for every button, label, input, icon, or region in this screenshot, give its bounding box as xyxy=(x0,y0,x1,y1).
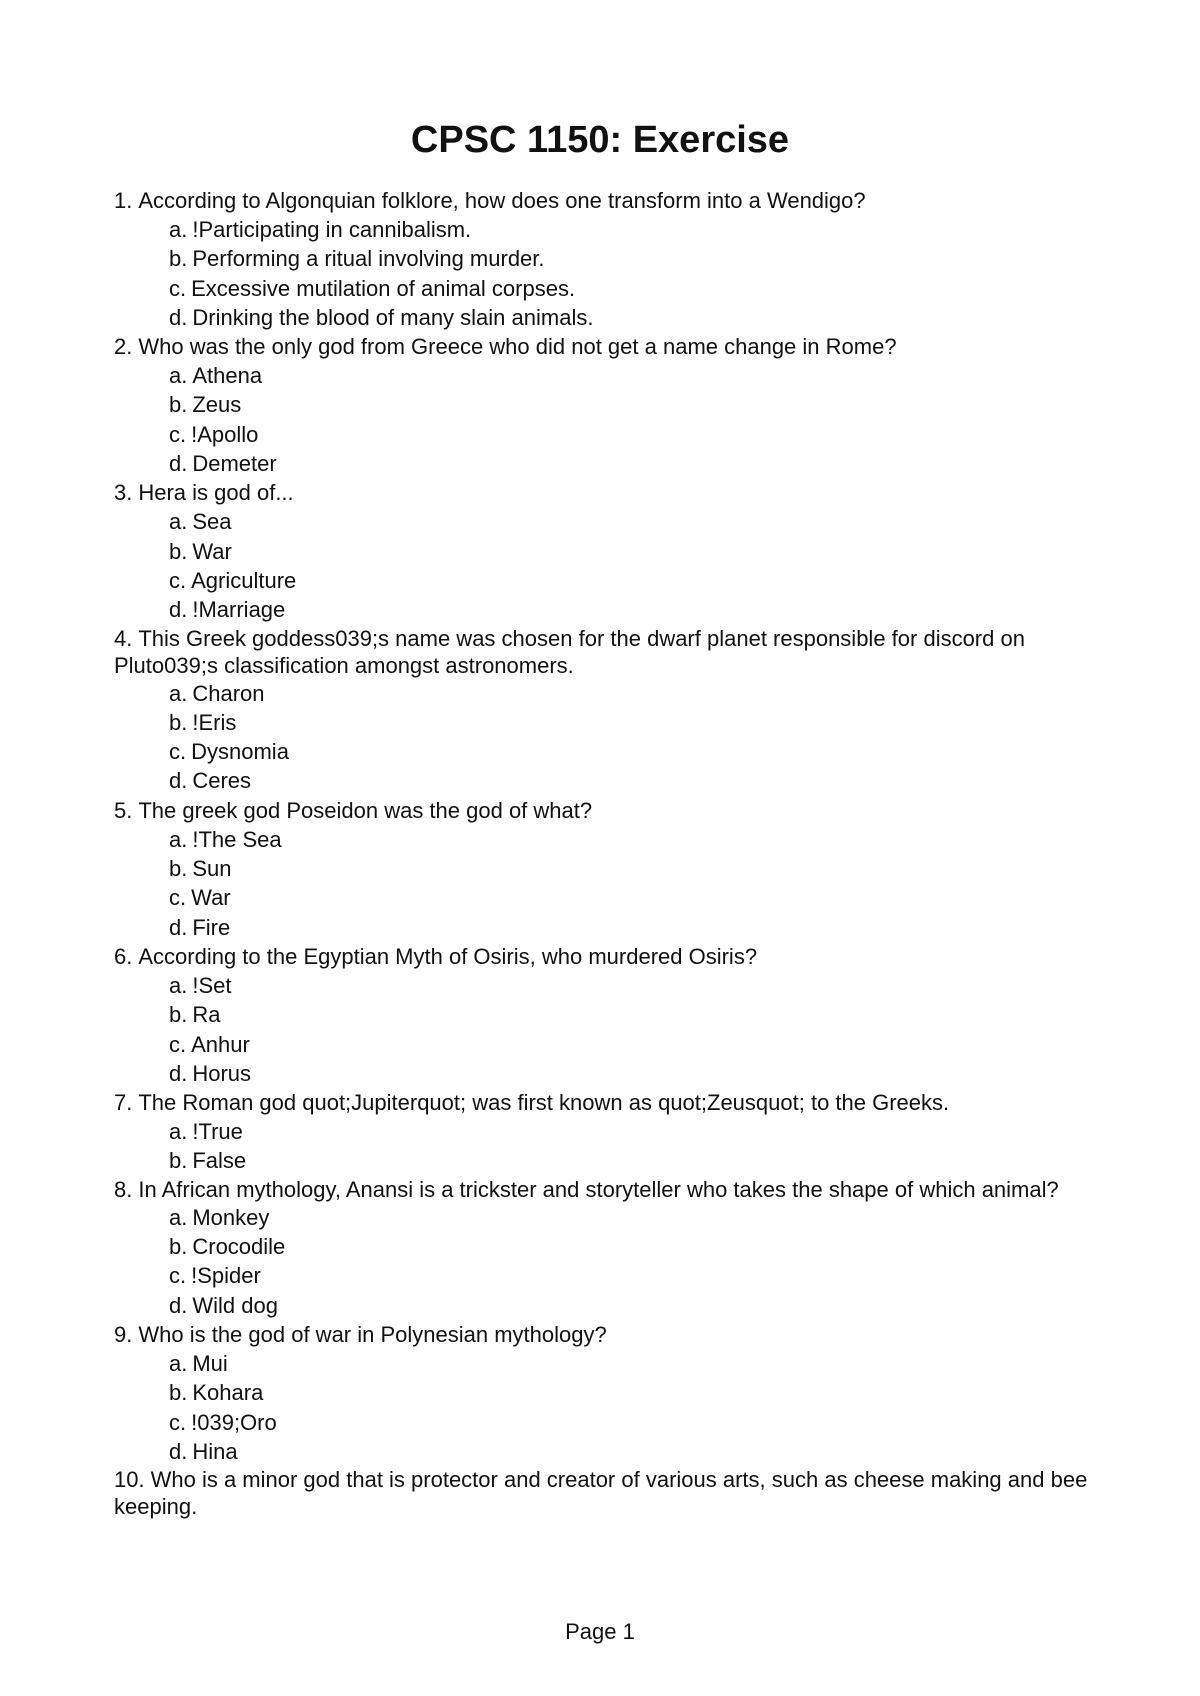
question-text xyxy=(114,1088,1104,1117)
option-letter: a. xyxy=(169,217,188,242)
option-letter: d. xyxy=(169,768,188,794)
option-letter: a. xyxy=(169,1350,188,1376)
option-text: !Eris xyxy=(192,709,237,735)
answer-option xyxy=(114,1203,1104,1232)
option-letter: c. xyxy=(169,739,187,765)
option-list xyxy=(114,1349,1104,1466)
answer-option xyxy=(114,566,1104,595)
question-prompt: Who was the only god from Greece who did not get a name change in Rome? xyxy=(138,334,897,360)
question-number: 9. xyxy=(114,1321,133,1347)
option-list xyxy=(114,679,1104,796)
option-letter: b. xyxy=(169,856,188,882)
question-text xyxy=(114,478,1104,507)
option-letter: b. xyxy=(169,538,188,564)
option-text: Demeter xyxy=(192,451,277,477)
answer-option xyxy=(114,303,1104,332)
option-text: Athena xyxy=(192,363,263,389)
question-number: 4. xyxy=(114,625,133,651)
question-text xyxy=(114,625,1104,679)
answer-option xyxy=(114,883,1104,912)
option-text: Hina xyxy=(192,1438,238,1464)
answer-option xyxy=(114,507,1104,536)
option-letter: c. xyxy=(169,885,187,911)
question-number: 10. xyxy=(114,1467,145,1493)
answer-option xyxy=(114,1059,1104,1088)
answer-option xyxy=(114,1261,1104,1290)
option-text: Kohara xyxy=(192,1380,264,1406)
option-letter: c. xyxy=(169,421,187,447)
option-list xyxy=(114,1117,1104,1176)
answer-option xyxy=(114,913,1104,942)
option-list xyxy=(114,825,1104,942)
option-text: Zeus xyxy=(192,392,242,418)
answer-option xyxy=(114,1117,1104,1146)
question-prompt: In African mythology, Anansi is a trickster and storyteller who takes the shape of which animal? xyxy=(138,1176,1059,1202)
option-text: Performing a ritual involving murder. xyxy=(192,246,545,272)
answer-option xyxy=(114,244,1104,273)
answer-option xyxy=(114,361,1104,390)
question-text xyxy=(114,1176,1104,1203)
option-letter: a. xyxy=(169,680,188,706)
question-text xyxy=(114,1320,1104,1349)
option-letter: a. xyxy=(169,363,188,389)
question-text xyxy=(114,186,1104,215)
option-letter: b. xyxy=(169,1234,188,1260)
question-text xyxy=(114,942,1104,971)
option-text: !True xyxy=(192,1119,243,1145)
question-list xyxy=(114,186,1104,1520)
option-text: !Apollo xyxy=(191,421,259,447)
option-text: Excessive mutilation of animal corpses. xyxy=(191,275,576,301)
option-text: !Participating in cannibalism. xyxy=(192,217,472,242)
option-letter: b. xyxy=(169,1148,188,1174)
answer-option xyxy=(114,595,1104,624)
answer-option xyxy=(114,537,1104,566)
option-text: Anhur xyxy=(191,1031,250,1057)
option-letter: c. xyxy=(169,1031,187,1057)
question-prompt: The greek god Poseidon was the god of what? xyxy=(138,797,593,823)
option-text: !Spider xyxy=(191,1263,261,1289)
question-number: 3. xyxy=(114,480,133,506)
option-text: Mui xyxy=(192,1350,228,1376)
answer-option xyxy=(114,825,1104,854)
answer-option xyxy=(114,1378,1104,1407)
option-list xyxy=(114,1203,1104,1320)
option-text: Charon xyxy=(192,680,265,706)
question-item xyxy=(114,186,1104,332)
option-list xyxy=(114,361,1104,478)
option-text: Crocodile xyxy=(192,1234,286,1260)
question-item xyxy=(114,332,1104,478)
question-prompt: According to Algonquian folklore, how does one transform into a Wendigo? xyxy=(138,188,866,213)
option-text: !039;Oro xyxy=(191,1409,277,1435)
option-letter: c. xyxy=(169,567,187,593)
answer-option xyxy=(114,1437,1104,1466)
option-letter: a. xyxy=(169,826,188,852)
answer-option xyxy=(114,390,1104,419)
answer-option xyxy=(114,1146,1104,1175)
page-footer: Page 1 xyxy=(565,1619,635,1644)
question-number: 2. xyxy=(114,334,133,360)
option-letter: b. xyxy=(169,1002,188,1028)
answer-option xyxy=(114,1000,1104,1029)
option-letter: c. xyxy=(169,275,187,301)
answer-option xyxy=(114,1408,1104,1437)
option-text: False xyxy=(192,1148,247,1174)
question-text xyxy=(114,1466,1104,1520)
option-text: Monkey xyxy=(192,1204,270,1230)
question-number: 8. xyxy=(114,1176,133,1202)
option-letter: a. xyxy=(169,1204,188,1230)
question-prompt: This Greek goddess039;s name was chosen for the dwarf planet responsible for discord on Pluto039;s classification amongst astronomers. xyxy=(114,625,1025,678)
answer-option xyxy=(114,1030,1104,1059)
answer-option xyxy=(114,215,1104,244)
option-list xyxy=(114,507,1104,624)
option-letter: a. xyxy=(169,1119,188,1145)
answer-option xyxy=(114,274,1104,303)
option-text: Fire xyxy=(192,914,231,940)
option-text: War xyxy=(191,885,231,911)
option-letter: a. xyxy=(169,509,188,535)
option-text: War xyxy=(192,538,232,564)
option-text: Dysnomia xyxy=(191,739,289,765)
option-list xyxy=(114,971,1104,1088)
question-prompt: Who is a minor god that is protector and creator of various arts, such as cheese making and bee keeping. xyxy=(114,1467,1088,1520)
answer-option xyxy=(114,1291,1104,1320)
question-item xyxy=(114,1088,1104,1176)
option-letter: d. xyxy=(169,914,188,940)
answer-option xyxy=(114,420,1104,449)
question-text xyxy=(114,332,1104,361)
option-letter: d. xyxy=(169,1292,188,1318)
answer-option xyxy=(114,449,1104,478)
option-text: !The Sea xyxy=(192,826,282,852)
question-item xyxy=(114,625,1104,796)
option-letter: c. xyxy=(169,1409,187,1435)
question-number: 5. xyxy=(114,797,133,823)
question-item xyxy=(114,1176,1104,1320)
option-text: Sun xyxy=(192,856,232,882)
option-text: Drinking the blood of many slain animals. xyxy=(192,304,594,330)
option-text: !Marriage xyxy=(192,597,286,623)
question-item xyxy=(114,942,1104,1088)
question-item xyxy=(114,796,1104,942)
option-letter: b. xyxy=(169,1380,188,1406)
option-letter: d. xyxy=(169,451,188,477)
question-number: 7. xyxy=(114,1090,133,1116)
option-text: Ceres xyxy=(192,768,252,794)
option-list xyxy=(114,215,1104,332)
question-item xyxy=(114,1320,1104,1466)
question-number: 6. xyxy=(114,943,133,969)
option-letter: b. xyxy=(169,392,188,418)
question-number: 1. xyxy=(114,188,133,213)
option-letter: d. xyxy=(169,304,188,330)
page-title: CPSC 1150: Exercise xyxy=(410,119,790,161)
answer-option xyxy=(114,737,1104,766)
option-letter: b. xyxy=(169,709,188,735)
option-text: !Set xyxy=(192,972,232,998)
option-text: Sea xyxy=(192,509,232,535)
answer-option xyxy=(114,766,1104,795)
option-text: Wild dog xyxy=(192,1292,278,1318)
question-prompt: According to the Egyptian Myth of Osiris, who murdered Osiris? xyxy=(138,943,758,969)
answer-option xyxy=(114,854,1104,883)
answer-option xyxy=(114,1349,1104,1378)
option-text: Agriculture xyxy=(191,567,297,593)
question-prompt: Hera is god of... xyxy=(138,480,294,506)
option-letter: a. xyxy=(169,972,188,998)
answer-option xyxy=(114,708,1104,737)
option-letter: b. xyxy=(169,246,188,272)
option-letter: d. xyxy=(169,1060,188,1086)
option-letter: d. xyxy=(169,597,188,623)
option-text: Horus xyxy=(192,1060,252,1086)
question-text xyxy=(114,796,1104,825)
question-item xyxy=(114,478,1104,624)
answer-option xyxy=(114,1232,1104,1261)
option-text: Ra xyxy=(192,1002,221,1028)
answer-option xyxy=(114,971,1104,1000)
question-prompt: Who is the god of war in Polynesian mythology? xyxy=(138,1321,607,1347)
question-item xyxy=(114,1466,1104,1520)
answer-option xyxy=(114,679,1104,708)
option-letter: d. xyxy=(169,1438,188,1464)
option-letter: c. xyxy=(169,1263,187,1289)
question-prompt: The Roman god quot;Jupiterquot; was first known as quot;Zeusquot; to the Greeks. xyxy=(138,1090,950,1116)
